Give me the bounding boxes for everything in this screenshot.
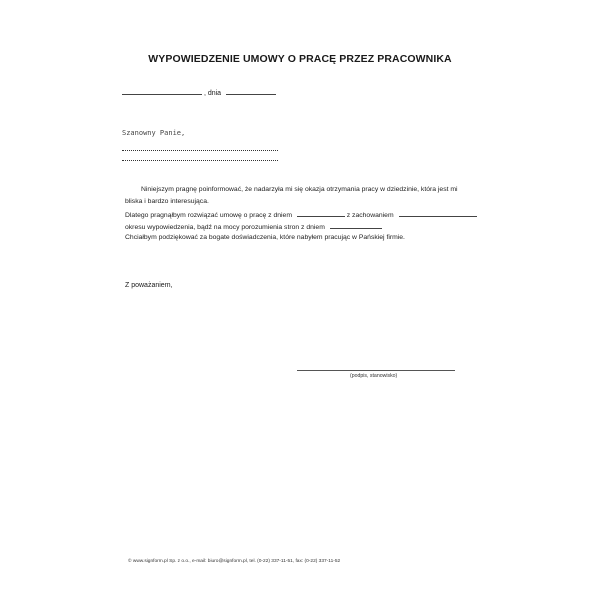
address-line-1 (122, 150, 278, 151)
signature-caption: (podpis, stanowisko) (350, 373, 398, 379)
body-line-5: Chciałbym podziękować za bogate doświadczenia, które nabyłem pracując w Pańskiej firmie. (125, 234, 405, 241)
document-title: WYPOWIEDZENIE UMOWY O PRACĘ PRZEZ PRACOWNIKA (148, 53, 452, 65)
place-blank (122, 88, 202, 95)
date-word: , dnia (203, 90, 222, 97)
signature-line (297, 370, 455, 371)
body-line-3-end: z zachowaniem (346, 212, 394, 219)
body-line-2: bliska i bardzo interesująca. (125, 198, 209, 205)
address-line-2 (122, 160, 278, 161)
body-line-4-text: okresu wypowiedzenia, bądź na mocy porozumienia stron z dniem (125, 224, 325, 231)
footer: © www.signform.pl Sp. z o.o., e-mail: biuro@signform.pl, tel. (0-22) 337-11-51, fax: (0-22) 337-11-52 (128, 559, 341, 564)
body-line-4 (125, 222, 382, 231)
agreement-date-blank (330, 222, 382, 229)
greeting: Szanowny Panie, (122, 129, 186, 137)
date-line (122, 88, 276, 97)
body-line-3 (125, 210, 477, 219)
body-line-1: Niniejszym pragnę poinformować, że nadarzyła mi się okazja otrzymania pracy w dziedzinie, która jest mi (141, 186, 458, 193)
closing: Z poważaniem, (125, 282, 173, 289)
termination-date-blank (297, 210, 345, 217)
body-line-3-start: Dlatego pragnąłbym rozwiązać umowę o pracę z dniem (125, 212, 292, 219)
notice-period-blank (399, 210, 477, 217)
date-blank (226, 88, 276, 95)
